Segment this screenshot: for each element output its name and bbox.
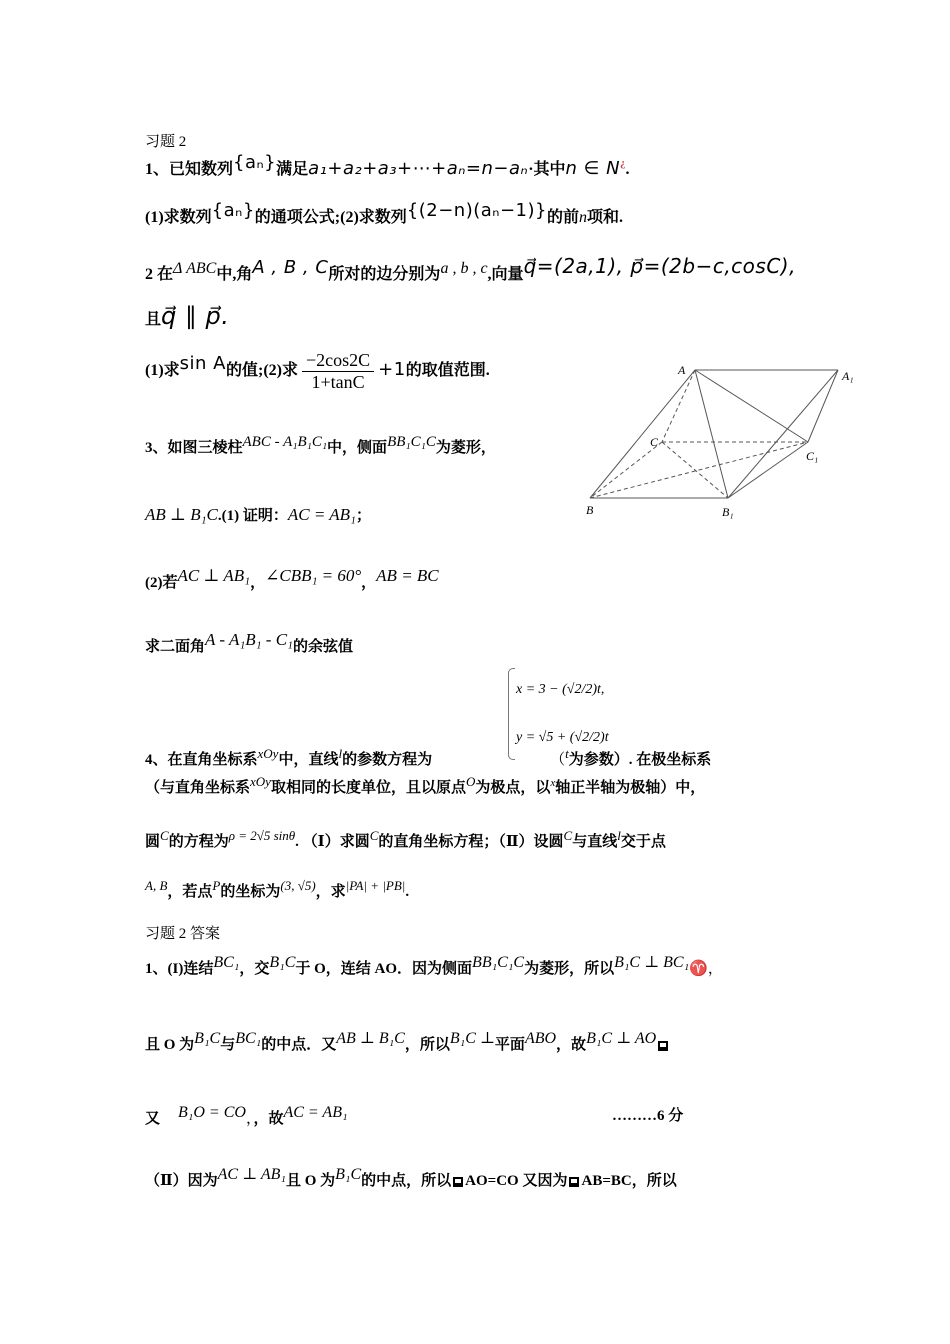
q2-line3: (1)求sin A的值;(2)求 $\frac{-2\cos 2C}{1+\tan C}$ +1的取值范围.: [145, 350, 490, 392]
box-glyph-icon: [569, 1177, 579, 1187]
q4-line3: 圆C的方程为ρ = 2√5 sinθ. （Ⅰ）求圆C的直角坐标方程；（Ⅱ）设圆C与直线l交于点: [145, 828, 666, 850]
q2-line1: 2 在Δ ABC中,角A , B , C所对的边分别为a , b , c,向量q⃗=(2a,1), p⃗=(2b−c,cosC),: [145, 254, 796, 283]
ans-line4: （Ⅱ）因为AC ⊥ AB₁且 O 为B₁C的中点，所以 AO=CO 又因为 AB=BC，所以: [145, 1166, 677, 1189]
q4-line4: A, B，若点P的坐标为(3, √5)，求|PA| + |PB|.: [145, 878, 410, 900]
ans-line2: 且 O 为B₁C与BC₁的中点．又AB ⊥ B₁C，所以B₁C ⊥平面ABO，故B₁C ⊥ AO: [145, 1028, 670, 1054]
q4-line1: 4、在直角坐标系xOy中，直线l的参数方程为 （t为参数）. 在极坐标系: [145, 746, 712, 768]
ans-line1: 1、(I)连结BC₁，交B₁C于 O，连结 AO．因为侧面BB₁C₁C为菱形，所以B₁C ⊥ BC₁♈，: [145, 954, 723, 977]
label-C: C: [650, 435, 659, 449]
box-glyph-icon: [453, 1177, 463, 1187]
fraction: $\frac{-2\cos 2C}{1+\tan C}$: [302, 350, 374, 393]
label-A1: A₁: [842, 369, 854, 383]
label-B: B: [586, 503, 594, 517]
q1-line2: (1)求数列{aₙ}的通项公式;(2)求数列{(2−n)(aₙ−1)}的前n项和.: [145, 200, 623, 226]
q3-line4: 求二面角A - A₁B₁ - C₁的余弦值: [145, 630, 353, 655]
score-marker: ………6 分: [612, 1108, 684, 1124]
label-A: A: [678, 363, 686, 377]
system-eq1: x = 3 − (√2/2)t,: [516, 682, 605, 697]
q1-line1: 1、已知数列{aₙ}满足a₁+a₂+a₃+⋯+aₙ=n−aₙ·其中n ∈ N¿.: [145, 152, 630, 179]
q3-line2: AB ⊥ B₁C.(1) 证明：AC = AB₁；: [145, 505, 371, 524]
q4-line2: （与直角坐标系xOy取相同的长度单位，且以原点O为极点，以$^x$轴正半轴为极轴）中，: [145, 774, 706, 796]
q3-line3: (2)若AC ⊥ AB₁，∠CBB₁ = 60°，AB = BC: [145, 566, 439, 591]
section-title: 习题 2: [145, 134, 187, 150]
prism-figure: [580, 360, 860, 525]
ans-line3: 又 B₁O = CO，，故AC = AB₁: [145, 1104, 348, 1127]
q3-line1: 3、如图三棱柱ABC - A₁B₁C₁中，侧面BB₁C₁C为菱形，: [145, 434, 496, 456]
answers-title: 习题 2 答案: [145, 926, 221, 942]
label-C1: C₁: [806, 449, 819, 463]
label-B1: B₁: [722, 505, 734, 519]
system-eq2: y = √5 + (√2/2)t: [516, 730, 609, 745]
q2-line2: 且q⃗ ∥ p⃗.: [145, 302, 230, 330]
box-glyph-icon: [658, 1041, 668, 1051]
